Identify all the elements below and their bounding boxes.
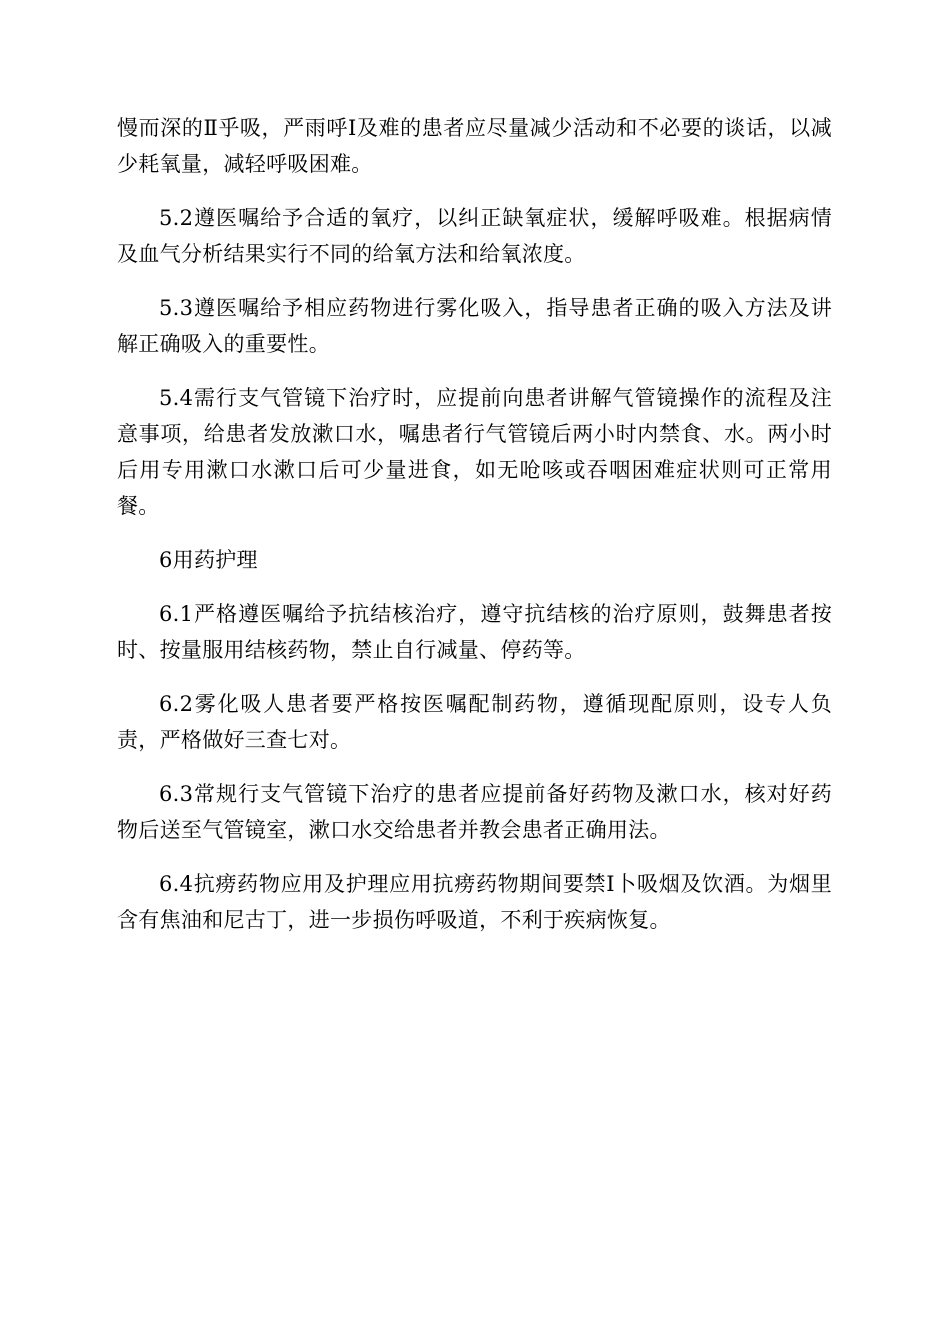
paragraph-6-4: 6.4抗痨药物应用及护理应用抗痨药物期间要禁Ⅰ卜吸烟及饮酒。为烟里含有焦油和尼古丁，进一步损伤呼吸道，不利于疾病恢复。 bbox=[117, 872, 832, 932]
document-body bbox=[117, 110, 832, 956]
paragraph-6-1: 6.1严格遵医嘱给予抗结核治疗，遵守抗结核的治疗原则，鼓舞患者按时、按量服用结核药物，禁止自行减量、停药等。 bbox=[117, 602, 832, 662]
paragraph-continuation: 慢而深的Ⅱ乎吸，严雨呼Ⅰ及难的患者应尽量减少活动和不必要的谈话，以减少耗氧量，减轻呼吸困难。 bbox=[117, 116, 832, 176]
paragraph-6-2: 6.2雾化吸人患者要严格按医嘱配制药物，遵循现配原则，设专人负责，严格做好三查七对。 bbox=[117, 692, 832, 752]
paragraph-5-3: 5.3遵医嘱给予相应药物进行雾化吸入，指导患者正确的吸入方法及讲解正确吸入的重要性。 bbox=[117, 296, 832, 356]
paragraph-5-4: 5.4需行支气管镜下治疗时，应提前向患者讲解气管镜操作的流程及注意事项，给患者发放漱口水，嘱患者行气管镜后两小时内禁食、水。两小时后用专用漱口水漱口后可少量进食，如无呛咳或吞咽困难症状则可正常用餐。 bbox=[117, 386, 832, 518]
paragraph-5-2: 5.2遵医嘱给予合适的氧疗，以纠正缺氧症状，缓解呼吸难。根据病情及血气分析结果实行不同的给氧方法和给氧浓度。 bbox=[117, 206, 832, 266]
paragraph-6-3: 6.3常规行支气管镜下治疗的患者应提前备好药物及漱口水，核对好药物后送至气管镜室，漱口水交给患者并教会患者正确用法。 bbox=[117, 782, 832, 842]
section-heading-6: 6用药护理 bbox=[159, 548, 258, 572]
